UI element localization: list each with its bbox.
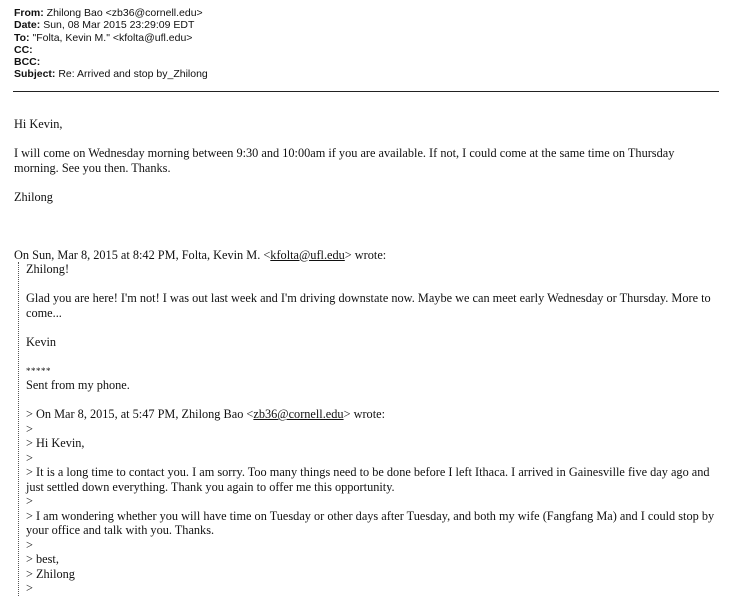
nested-line: > Zhilong <box>26 566 75 581</box>
nested-line: > It is a long time to contact you. I am sorry. Too many things need to be done before I left Ithaca. I arrived in Gainesville five day ago and just settled down everything. Thank you again to offer me this opportunity. <box>26 465 710 494</box>
reply-greeting: Hi Kevin, <box>14 117 63 131</box>
nested-line: > best, <box>26 552 59 566</box>
header-value: "Folta, Kevin M." <kfolta@ufl.edu> <box>32 31 193 44</box>
nested-line: > <box>26 421 33 436</box>
nested-line: > <box>26 494 33 508</box>
reply-signature: Zhilong <box>14 189 53 204</box>
header-value: Zhilong Bao <zb36@cornell.edu> <box>46 7 203 19</box>
header-value: Sun, 08 Mar 2015 23:29:09 EDT <box>43 19 195 32</box>
nested-attribution-suffix: > wrote: <box>343 407 385 421</box>
kevin-greeting: Zhilong! <box>26 262 70 276</box>
kevin-signature: Kevin <box>26 334 57 349</box>
nested-attribution-prefix: > On Mar 8, 2015, at 5:47 PM, Zhilong Bao < <box>26 407 254 421</box>
header-bcc <box>14 56 208 68</box>
quote-attribution-prefix: On Sun, Mar 8, 2015 at 8:42 PM, Folta, Kevin M. < <box>14 247 271 262</box>
reply-paragraph: I will come on Wednesday morning between 9:30 and 10:00am if you are available. If not, I could come at the same time on Thursday morning. See you then. Thanks. <box>14 146 675 175</box>
nested-line: > Hi Kevin, <box>26 436 85 450</box>
sent-from-phone: Sent from my phone. <box>26 378 130 392</box>
signature-separator: ***** <box>26 365 51 376</box>
header-value: Re: Arrived and stop by_Zhilong <box>58 68 208 81</box>
header-cc <box>14 44 208 56</box>
nested-email-link[interactable]: zb36@cornell.edu <box>253 407 344 421</box>
header-label: CC: <box>14 43 33 56</box>
quote-attribution <box>14 248 719 263</box>
nested-line: > I am wondering whether you will have time on Tuesday or other days after Tuesday, and both my wife (Fangfang Ma) and I could stop by your office and talk with you. Thanks. <box>26 508 715 537</box>
header-divider <box>13 91 719 92</box>
header-from <box>14 7 208 19</box>
nested-line: > <box>26 581 33 595</box>
kevin-paragraph: Glad you are here! I'm not! I was out last week and I'm driving downstate now. Maybe we can meet early Wednesday or Thursday. More to come... <box>26 291 711 320</box>
header-label: Date: <box>14 19 41 32</box>
quoted-message <box>18 262 719 596</box>
header-date <box>14 19 208 31</box>
header-label: BCC: <box>14 56 41 69</box>
email-body <box>14 117 719 596</box>
nested-attribution <box>26 407 719 422</box>
header-subject <box>14 68 208 80</box>
header-label: From: <box>14 7 44 19</box>
nested-line: > <box>26 450 33 465</box>
header-label: To: <box>14 31 30 44</box>
header-label: Subject: <box>14 68 56 81</box>
quote-attribution-suffix: > wrote: <box>344 247 387 262</box>
quote-email-link[interactable]: kfolta@ufl.edu <box>270 247 345 262</box>
nested-line: > <box>26 537 33 552</box>
email-headers <box>14 7 208 81</box>
header-to <box>14 32 208 44</box>
